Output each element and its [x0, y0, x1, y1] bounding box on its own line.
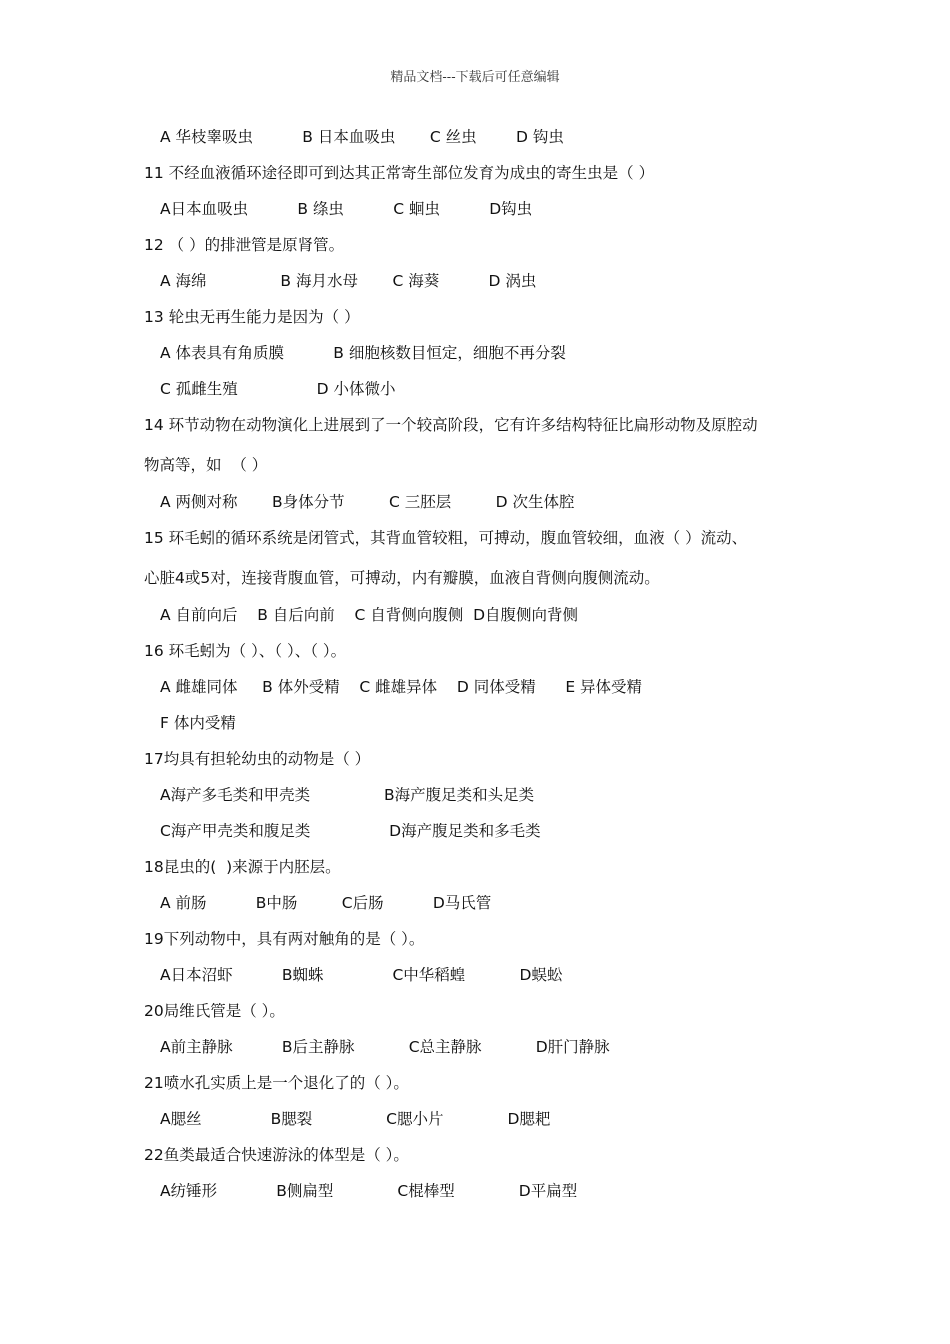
option-line: A 自前向后 B 自后向前 C 自背侧向腹侧 D自腹侧向背侧 [160, 606, 579, 624]
option-line: C海产甲壳类和腹足类 D海产腹足类和多毛类 [160, 822, 541, 840]
option-line: A 华枝睾吸虫 B 日本血吸虫 C 丝虫 D 钩虫 [160, 128, 564, 146]
option-line: F 体内受精 [160, 714, 236, 732]
option-line: A 体表具有角质膜 B 细胞核数目恒定，细胞不再分裂 [160, 344, 566, 362]
option-line: A海产多毛类和甲壳类 B海产腹足类和头足类 [160, 786, 535, 804]
question-line: 11 不经血液循环途径即可到达其正常寄生部位发育为成虫的寄生虫是（ ） [144, 164, 655, 182]
option-line: C 孤雌生殖 D 小体微小 [160, 380, 396, 398]
option-line: A日本血吸虫 B 绦虫 C 蛔虫 D钩虫 [160, 200, 533, 218]
option-line: A 海绵 B 海月水母 C 海葵 D 涡虫 [160, 272, 537, 290]
question-line: 19下列动物中，具有两对触角的是（ ）。 [144, 930, 425, 948]
question-line: 13 轮虫无再生能力是因为（ ） [144, 308, 360, 326]
option-line: A日本沼虾 B蜘蛛 C中华稻蝗 D蜈蚣 [160, 966, 563, 984]
option-line: A 前肠 B中肠 C后肠 D马氏管 [160, 894, 492, 912]
question-line: 17均具有担轮幼虫的动物是（ ） [144, 750, 371, 768]
option-line: A 雌雄同体 B 体外受精 C 雌雄异体 D 同体受精 E 异体受精 [160, 678, 643, 696]
question-line: 物高等，如 （ ） [144, 456, 268, 474]
option-line: A前主静脉 B后主静脉 C总主静脉 D肝门静脉 [160, 1038, 610, 1056]
page-header: 精品文档---下载后可任意编辑 [390, 70, 560, 85]
option-line: A纺锤形 B侧扁型 C棍棒型 D平扁型 [160, 1182, 578, 1200]
question-line: 22鱼类最适合快速游泳的体型是（ ）。 [144, 1146, 409, 1164]
question-line: 20局维氏管是（ ）。 [144, 1002, 285, 1020]
option-line: A腮丝 B腮裂 C腮小片 D腮耙 [160, 1110, 551, 1128]
question-line: 12 （ ）的排泄管是原肾管。 [144, 236, 345, 254]
question-line: 21喷水孔实质上是一个退化了的（ ）。 [144, 1074, 409, 1092]
question-line: 15 环毛蚓的循环系统是闭管式，其背血管较粗，可搏动，腹血管较细，血液（ ）流动、 [144, 529, 748, 547]
option-line: A 两侧对称 B身体分节 C 三胚层 D 次生体腔 [160, 493, 575, 511]
question-line: 心脏4或5对，连接背腹血管，可搏动，内有瓣膜，血液自背侧向腹侧流动。 [144, 569, 660, 587]
question-line: 16 环毛蚓为（ ）、（ ）、（ ）。 [144, 642, 347, 660]
question-line: 14 环节动物在动物演化上进展到了一个较高阶段，它有许多结构特征比扁形动物及原腔动 [144, 416, 758, 434]
question-line: 18昆虫的( )来源于内胚层。 [144, 858, 341, 876]
